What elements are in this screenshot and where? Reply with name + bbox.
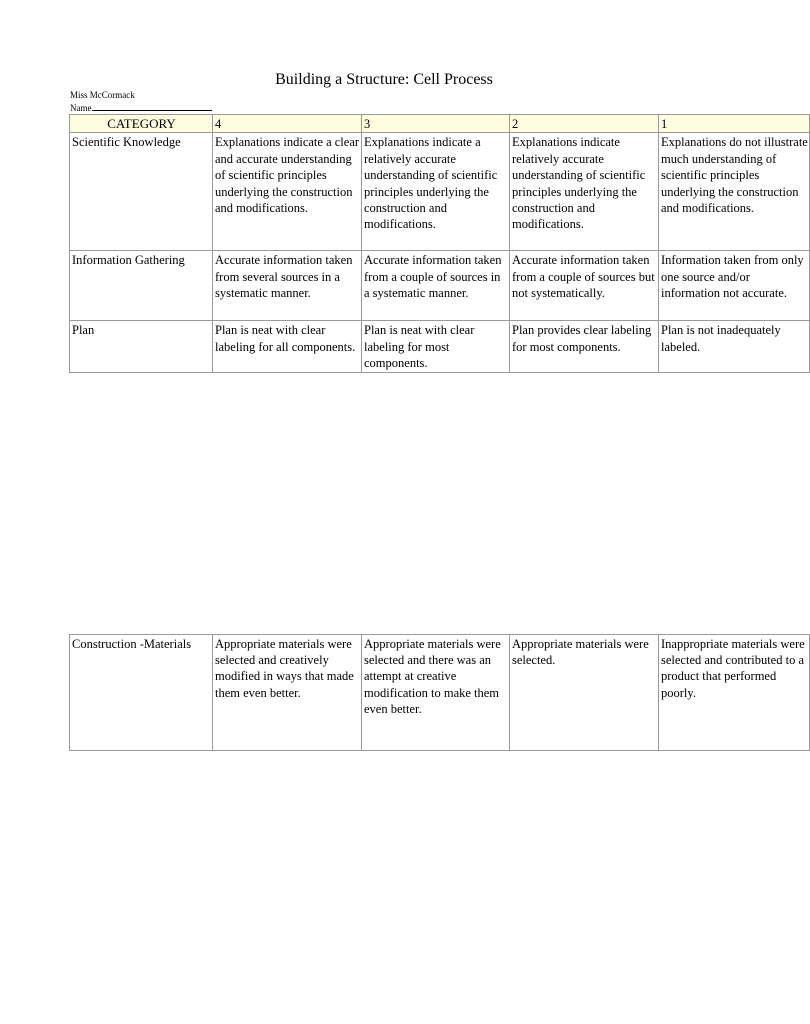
criterion-cell: Explanations do not illustrate much understanding of scientific principles underlying the construction and modifications. [659,133,810,251]
blank-space [70,372,810,634]
header-score-2: 2 [510,115,659,133]
table-row [70,321,810,372]
table-row [70,251,810,321]
criterion-cell: Appropriate materials were selected and creatively modified in ways that made them even better. [213,634,362,750]
page-title: Building a Structure: Cell Process [275,71,493,88]
header-score-4: 4 [213,115,362,133]
criterion-cell: Explanations indicate relatively accurate understanding of scientific principles underlying the construction and modifications. [510,133,659,251]
criterion-cell: Plan is neat with clear labeling for most components. [362,321,510,372]
name-label: Name [70,103,92,113]
rubric-container [69,114,808,794]
criterion-cell: Plan provides clear labeling for most components. [510,321,659,372]
criterion-cell: Appropriate materials were selected. [510,634,659,750]
criterion-cell: Accurate information taken from several sources in a systematic manner. [213,251,362,321]
name-blank [92,101,212,111]
student-name-line [70,101,212,114]
page-break-gap [70,372,810,634]
teacher-name: Miss McCormack [70,90,135,100]
criterion-cell: Inappropriate materials were selected and contributed to a product that performed poorly. [659,634,810,750]
rubric-header-row [70,115,810,133]
criterion-cell: Information taken from only one source and/or information not accurate. [659,251,810,321]
criterion-cell: Plan is not inadequately labeled. [659,321,810,372]
row-category: Construction -Materials [70,634,213,750]
rubric-table [69,114,810,751]
row-category: Plan [70,321,213,372]
criterion-cell: Plan is neat with clear labeling for all components. [213,321,362,372]
table-row [70,634,810,750]
criterion-cell: Appropriate materials were selected and there was an attempt at creative modification to make them even better. [362,634,510,750]
row-category: Information Gathering [70,251,213,321]
table-row [70,133,810,251]
row-category: Scientific Knowledge [70,133,213,251]
criterion-cell: Accurate information taken from a couple of sources but not systematically. [510,251,659,321]
header-category: CATEGORY [70,115,213,133]
header-score-3: 3 [362,115,510,133]
criterion-cell: Accurate information taken from a couple of sources in a systematic manner. [362,251,510,321]
criterion-cell: Explanations indicate a relatively accurate understanding of scientific principles underlying the construction and modifications. [362,133,510,251]
header-score-1: 1 [659,115,810,133]
criterion-cell: Explanations indicate a clear and accurate understanding of scientific principles underlying the construction and modifications. [213,133,362,251]
